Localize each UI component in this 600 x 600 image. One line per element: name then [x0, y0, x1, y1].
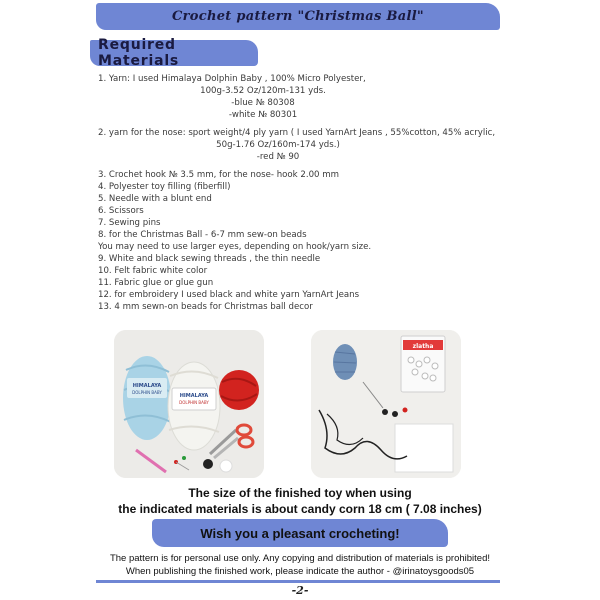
material-item-1-weight: 100g-3.52 Oz/120m-131 yds. — [200, 86, 326, 96]
material-item-1-blue: -blue № 80308 — [231, 98, 295, 108]
svg-text:HIMALAYA: HIMALAYA — [132, 383, 162, 389]
material-item-13: 13. 4 mm sewn-on beads for Christmas ball decor — [98, 302, 313, 312]
material-item-6: 6. Scissors — [98, 206, 144, 216]
material-item-12: 12. for embroidery I used black and white yarn YarnArt Jeans — [98, 290, 360, 300]
section-banner — [90, 37, 258, 69]
materials-list — [98, 73, 518, 313]
material-item-9: 9. White and black sewing threads , the thin needle — [98, 254, 321, 264]
author-note: When publishing the finished work, please indicate the author - @irinatoysgoods05 — [125, 566, 475, 577]
svg-text:zlatha: zlatha — [412, 343, 434, 350]
section-title: Required Materials — [98, 37, 180, 69]
material-item-2-weight: 50g-1.76 Oz/160m-174 yds.) — [216, 140, 340, 150]
wish-text: Wish you a pleasant crocheting! — [200, 525, 400, 541]
material-item-4: 4. Polyester toy filling (fiberfill) — [98, 182, 231, 192]
material-item-8-note: You may need to use larger eyes, depending on hook/yarn size. — [98, 242, 372, 252]
svg-text:DOLPHIN BABY: DOLPHIN BABY — [179, 400, 209, 405]
material-item-11: 11. Fabric glue or glue gun — [98, 278, 214, 288]
material-item-3: 3. Crochet hook № 3.5 mm, for the nose- hook 2.00 mm — [98, 170, 340, 180]
material-item-8: 8. for the Christmas Ball - 6-7 mm sew-on beads — [98, 230, 307, 240]
footer-divider — [96, 580, 500, 583]
material-item-2-red: -red № 90 — [256, 152, 300, 162]
materials-photo-yarn — [114, 330, 264, 478]
material-item-1-white: -white № 80301 — [228, 110, 298, 120]
size-info-line-2: the indicated materials is about candy corn 18 cm ( 7.08 inches) — [118, 502, 482, 516]
page-title: Crochet pattern "Christmas Ball" — [171, 9, 425, 24]
material-item-1: 1. Yarn: I used Himalaya Dolphin Baby , 100% Micro Polyester, — [98, 74, 366, 84]
material-item-2: 2. yarn for the nose: sport weight/4 ply yarn ( I used YarnArt Jeans , 55%cotton, 45% acrylic, — [98, 128, 496, 138]
material-item-10: 10. Felt fabric white color — [98, 266, 208, 276]
copyright-note: The pattern is for personal use only. Any copying and distribution of materials is prohibited! — [109, 553, 491, 564]
wish-banner — [152, 519, 448, 547]
page-number: -2- — [291, 584, 309, 597]
header-banner — [96, 3, 500, 30]
material-item-5: 5. Needle with a blunt end — [98, 194, 212, 204]
svg-text:DOLPHIN BABY: DOLPHIN BABY — [132, 390, 162, 395]
material-item-7: 7. Sewing pins — [98, 218, 161, 228]
size-info-line-1: The size of the finished toy when using — [188, 486, 412, 500]
materials-photo-notions — [311, 330, 461, 478]
svg-text:HIMALAYA: HIMALAYA — [179, 393, 209, 399]
